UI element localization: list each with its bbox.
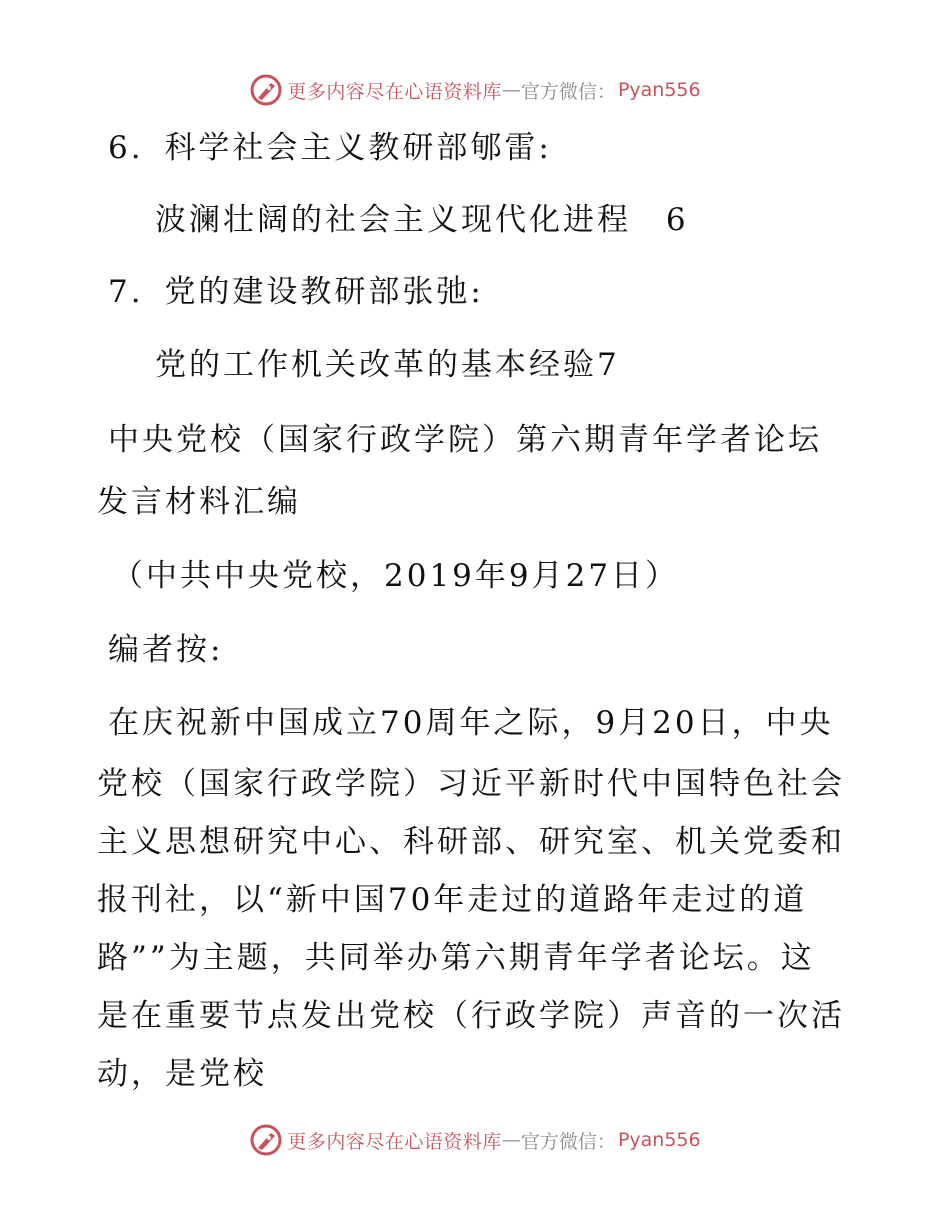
doc-source: （中共中央党校，2019年9月27日）	[112, 558, 680, 594]
toc-heading: 党的建设教研部张弛:	[164, 274, 484, 310]
body-line-7: 动，是党校	[97, 1056, 267, 1092]
watermark-brand-text: 更多内容尽在心语资料库	[287, 80, 502, 103]
toc-page-number: 7	[597, 347, 620, 383]
body-line-2: 党校（国家行政学院）习近平新时代中国特色社会	[97, 766, 845, 802]
toc-number: 7.	[108, 274, 144, 310]
body-line-4: 报刊社，以“新中国70年走过的道路年走过的道	[97, 882, 808, 918]
watermark-brand-text: 更多内容尽在心语资料库	[287, 1130, 502, 1153]
toc-entry-7-heading	[108, 272, 484, 312]
watermark-wechat-id: Pyan556	[617, 79, 701, 101]
body-line-1: 在庆祝新中国成立70周年之际，9月20日，中央	[108, 705, 834, 741]
toc-entry-6-heading	[108, 128, 552, 168]
body-line-5: 路””为主题，共同举办第六期青年学者论坛。这	[97, 940, 815, 976]
pen-nib-circle-icon	[249, 73, 283, 107]
watermark-dash: —	[501, 1129, 521, 1151]
body-line-6: 是在重要节点发出党校（行政学院）声音的一次活	[97, 998, 845, 1034]
toc-page-number: 6	[665, 202, 689, 238]
pen-nib-circle-icon	[249, 1123, 283, 1157]
toc-number: 6.	[108, 130, 144, 166]
watermark-banner-bottom	[0, 1120, 950, 1160]
watermark-dash: —	[501, 79, 521, 101]
toc-entry-7-title	[155, 345, 620, 385]
toc-title: 波澜壮阔的社会主义现代化进程	[155, 202, 631, 238]
toc-title: 党的工作机关改革的基本经验	[155, 347, 597, 383]
editor-note-label: 编者按:	[108, 632, 224, 668]
body-line-3: 主义思想研究中心、科研部、研究室、机关党委和	[97, 824, 845, 860]
watermark-wechat-label: 官方微信：	[520, 1130, 616, 1153]
doc-title-line-1: 中央党校（国家行政学院）第六期青年学者论坛	[108, 422, 822, 458]
toc-heading: 科学社会主义教研部郇雷:	[164, 130, 552, 166]
doc-title-line-2: 发言材料汇编	[97, 484, 301, 520]
watermark-wechat-id: Pyan556	[617, 1129, 701, 1151]
watermark-banner-top	[0, 70, 950, 110]
toc-entry-6-title	[155, 200, 689, 240]
watermark-wechat-label: 官方微信：	[520, 80, 616, 103]
